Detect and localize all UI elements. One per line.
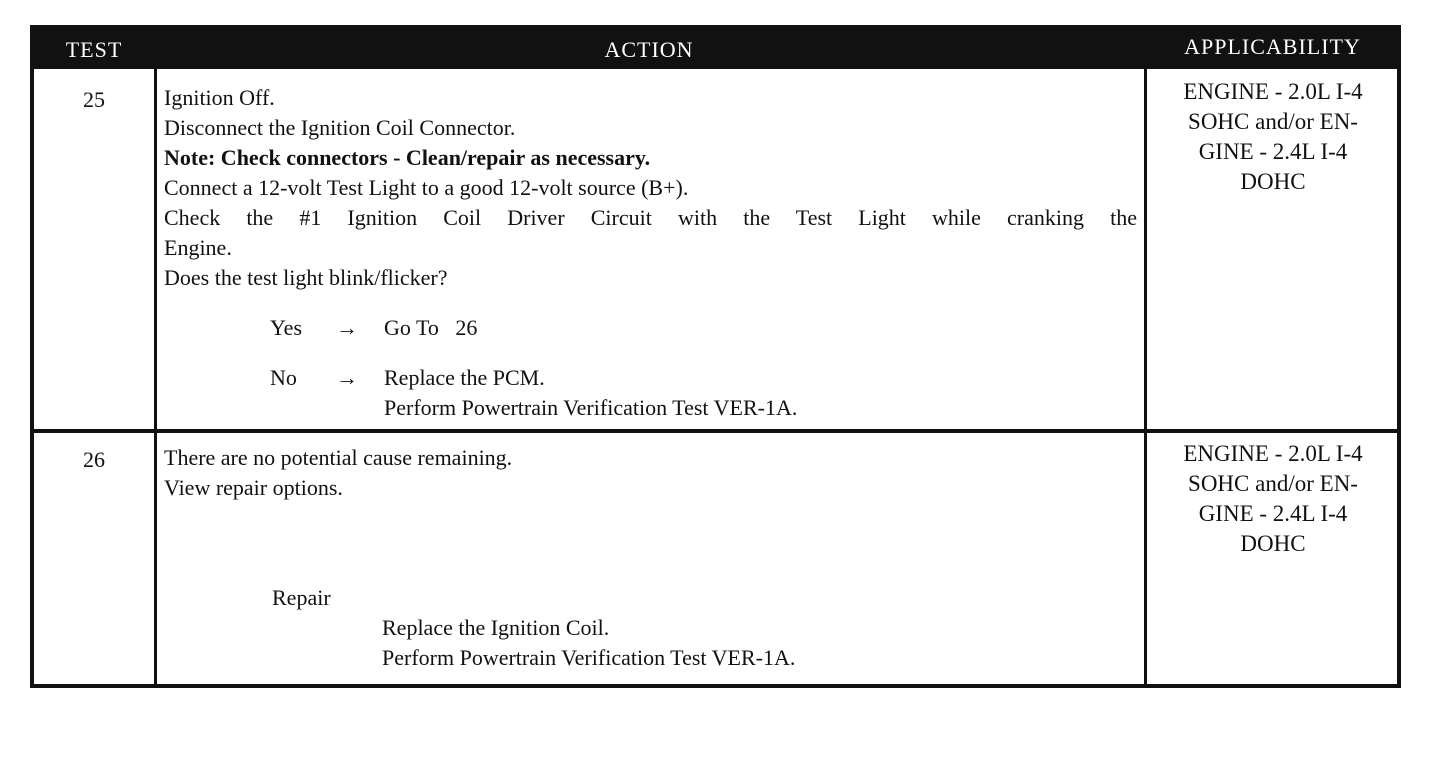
action-step: Connect a 12-volt Test Light to a good 12-volt source (B+).: [164, 175, 689, 200]
applicability-cell: [1148, 69, 1398, 431]
repair-label: Repair: [272, 585, 331, 610]
applicability-line: ENGINE - 2.0L I-4: [1183, 79, 1363, 104]
action-step: Check the #1 Ignition Coil Driver Circuit with the Test Light while cranking the: [164, 205, 1137, 230]
yes-result: Go To 26: [384, 315, 478, 340]
no-label: No: [270, 365, 297, 390]
applicability-line: ENGINE - 2.0L I-4: [1183, 441, 1363, 466]
applicability-line: DOHC: [1240, 531, 1306, 556]
no-result-continued: Perform Powertrain Verification Test VER-1A.: [384, 395, 798, 420]
action-cell: [158, 433, 1143, 684]
action-step: View repair options.: [164, 475, 343, 500]
action-cell: [158, 69, 1143, 431]
table-header: [34, 29, 1397, 69]
action-note: Note: Check connectors - Clean/repair as necessary.: [164, 145, 651, 170]
applicability-line: DOHC: [1240, 169, 1306, 194]
table-row-test-25: [34, 69, 1397, 431]
repair-step: Replace the Ignition Coil.: [382, 615, 610, 640]
yes-branch: [164, 313, 1137, 343]
applicability-line: SOHC and/or EN-: [1188, 109, 1358, 134]
test-number: 25: [83, 87, 105, 112]
yes-label: Yes: [270, 315, 303, 340]
no-result: Replace the PCM.: [384, 365, 545, 390]
table-row-test-26: [34, 433, 1397, 684]
no-branch: [164, 363, 1137, 393]
header-applicability: APPLICABILITY: [1184, 34, 1361, 59]
action-step: Ignition Off.: [164, 85, 275, 110]
action-step: Disconnect the Ignition Coil Connector.: [164, 115, 516, 140]
arrow-right-icon: →: [336, 365, 358, 390]
arrow-right-icon: →: [336, 315, 358, 340]
applicability-cell: [1148, 433, 1398, 684]
header-action: ACTION: [604, 37, 694, 62]
repair-step: Perform Powertrain Verification Test VER-1A.: [382, 645, 796, 670]
applicability-line: SOHC and/or EN-: [1188, 471, 1358, 496]
header-test: TEST: [65, 37, 123, 62]
action-step: Engine.: [164, 235, 232, 260]
diagnostic-test-table: [30, 25, 1401, 688]
action-question: Does the test light blink/flicker?: [164, 265, 448, 290]
applicability-line: GINE - 2.4L I-4: [1198, 501, 1348, 526]
action-step: There are no potential cause remaining.: [164, 445, 513, 470]
applicability-line: GINE - 2.4L I-4: [1198, 139, 1348, 164]
test-number: 26: [83, 447, 105, 472]
